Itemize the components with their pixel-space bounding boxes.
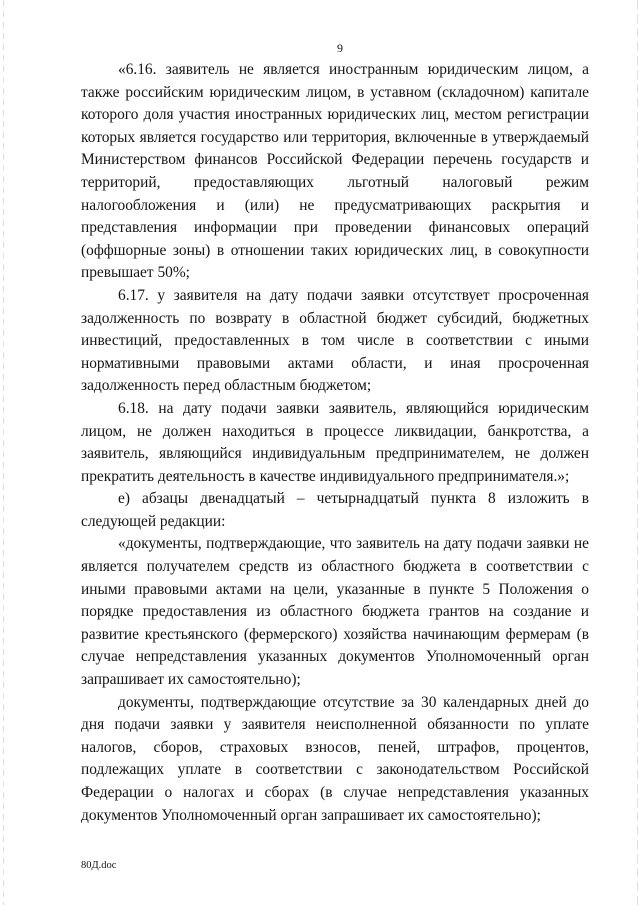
file-name-footer: 80Д.doc bbox=[81, 860, 117, 871]
page-number: 9 bbox=[337, 41, 343, 55]
paragraph-documents-recipient: «документы, подтверждающие, что заявитель на дату подачи заявки не является получателем средств из областного бюджета в соответствии с иными правовыми актами на цели, указанные в пункте 5 Положения о порядке предоставления из областного бюджета грантов на создание и развитие крестьянского (фермерского) хозяйства начинающим фермерам (в случае непредставления указанных документов Уполномоченный орган запрашивает их самостоятельно); bbox=[81, 535, 589, 689]
paragraph-documents-tax: документы, подтверждающие отсутствие за 30 календарных дней до дня подачи заявки у заявителя неисполненной обязанности по уплате налогов, сборов, страховых взносов, пеней, штрафов, процентов, подлежащих уплате в соответствии с законодательством Российской Федерации о налогах и сборах (в случае непредставления указанных документов Уполномоченный орган запрашивает их самостоятельно); bbox=[81, 693, 589, 824]
scan-edge-left bbox=[3, 0, 4, 905]
paragraph-6-18: 6.18. на дату подачи заявки заявитель, являющийся юридическим лицом, не должен находиться в процессе ликвидации, банкротства, а заявитель, являющийся индивидуальным предпринимателем, не должен прекратить деятельность в качестве индивидуального предпринимателя.»; bbox=[81, 399, 589, 485]
document-body bbox=[81, 59, 589, 827]
paragraph-6-17: 6.17. у заявителя на дату подачи заявки отсутствует просроченная задолженность по возврату в областной бюджет субсидий, бюджетных инвестиций, предоставленных в том числе в соответствии с иными нормативными правовыми актами области, и иная просроченная задолженность перед областным бюджетом; bbox=[81, 286, 589, 395]
paragraph-6-16: «6.16. заявитель не является иностранным юридическим лицом, а также российским юридическим лицом, в уставном (складочном) капитале которого доля участия иностранных юридических лиц, местом регистрации которых является государство или территория, включенные в утверждаемый Министерством финансов Российской Федерации перечень государств и территорий, предоставляющих льготный налоговый режим налогообложения и (или) не предусматривающих раскрытия и представления информации при проведении финансовых операций (оффшорные зоны) в отношении таких юридических лиц, в совокупности превышает 50%; bbox=[81, 61, 589, 282]
paragraph-amendment-e: е) абзацы двенадцатый – четырнадцатый пункта 8 изложить в следующей редакции: bbox=[81, 490, 589, 530]
scan-edge-right bbox=[637, 0, 638, 905]
